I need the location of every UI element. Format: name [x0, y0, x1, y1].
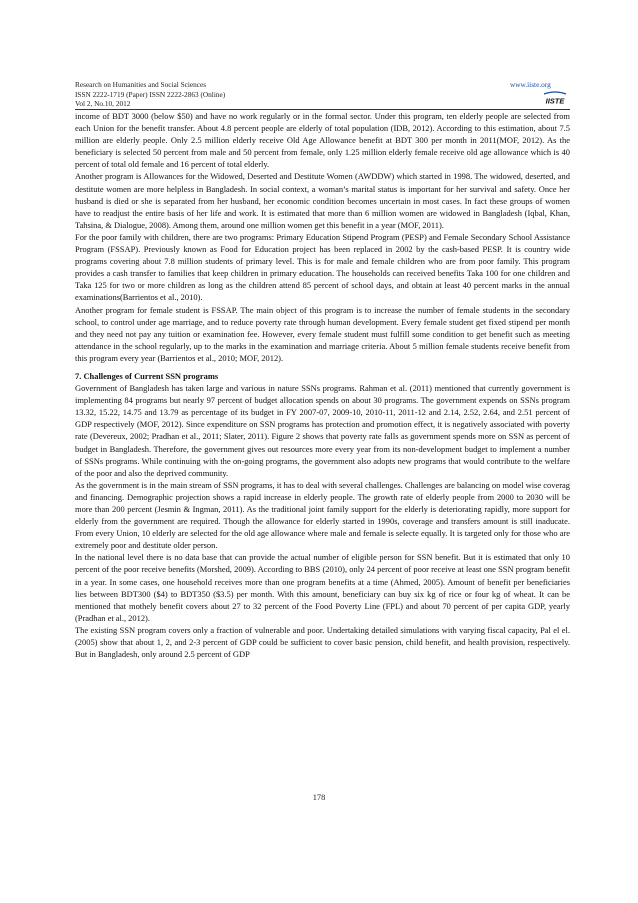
- journal-title: Research on Humanities and Social Sciences: [75, 80, 207, 89]
- journal-header: [75, 80, 570, 109]
- journal-issn: ISSN 2222-1719 (Paper) ISSN 2222-2863 (Online): [75, 89, 226, 99]
- body-paragraph: Another program is Allowances for the Widowed, Deserted and Destitute Women (AWDDW) which started in 1998. The widowed, deserted, and destitute women are more helpless in Bangladesh. In social context, a woman’s marital status is important for her survival and safety. Once her husband is died or she is separated from her husband, her economic condition becomes uncertain in most cases. In fact these groups of women have to readjust the entire basis of her life and work. It is estimated that more than 6 million women are widowed in Bangladesh (Iqbal, Khan, Tahsina, & Dialogue, 2008). Among them, around one million women get this benefit in a year (MOF, 2011).: [75, 171, 570, 230]
- journal-url[interactable]: www.iiste.org: [510, 80, 551, 89]
- section-heading: 7. Challenges of Current SSN programs: [75, 370, 219, 381]
- body-paragraph: income of BDT 3000 (below $50) and have no work regularly or in the formal sector. Under this program, ten elderly people are selected from each Union for the benefit transfer. About 4.8 percent people are elderly of total population (IDB, 2012). According to this estimation, about 7.5 million are elderly people. Only 2.5 million elderly receive Old Age Allowance benefit at BDT 300 per month in 2011(MOF, 2012). As the beneficiary is selected 50 percent from male and 50 percent from female, only 1.25 million elderly female receive old age allowance which is 40 percent of total old female and 16 percent of total elderly.: [75, 111, 570, 170]
- body-paragraph: The existing SSN program covers only a fraction of vulnerable and poor. Undertaking detailed simulations with varying fiscal capacity, Pal el el. (2005) show that about 1, 2, and 2-3 percent of GDP could be sufficient to cover basic pension, child benefit, and health provision, respectively. But in Bangladesh, only around 2.5 percent of GDP: [75, 624, 570, 660]
- body-paragraph: In the national level there is no data base that can provide the actual number of eligible person for SSN benefit. But it is estimated that only 10 percent of the poor receive benefits (Morshed, 2009). According to BBS (2010), only 24 percent of poor receive at least one SSN program benefit in a year. In some cases, one household receives more than one program benefits at a time (Ahmed, 2005). Amount of benefit per beneficiaries lies between BDT300 ($4) to BDT350 ($3.5) per month. With this amount, beneficiary can buy six kg of rice or four kg of wheat. It can be mentioned that mothely benefit covers about 27 to 32 percent of the Food Poverty Line (FPL) and about 70 percent of per capita GDP, yearly (Pradhan et al., 2012).: [75, 552, 570, 623]
- iiste-logo: [542, 90, 568, 106]
- body-paragraph: For the poor family with children, there are two programs: Primary Education Stipend Program (PESP) and Female Secondary School Assistance Program (FSSAP). Previously known as Food for Education project has been replaced in 2002 by the cash-based PESP. It is country wide programs covering about 7.8 million students of primary level. This is for male and female children who are from poor family. This program provides a cash transfer to families that keep children in primary education. The households can received benefits Taka 100 for one children and Taka 125 for two or more children as long as the children attend 85 percent of school days, and obtain at least 40 percent marks in the annual examinations(Barrientos et al., 2010).: [75, 231, 570, 303]
- svg-text:IISTE: IISTE: [545, 96, 565, 106]
- body-paragraph: As the government is in the main stream of SSN programs, it has to deal with several challenges. Challenges are balancing on model wise coverag and financing. Demographic projection shows a rapid increase in elderly people. The growth rate of elderly people from 2000 to 2030 will be more than 200 percent (Jesmin & Ingman, 2011). As the traditional joint family support for the elderly is deteriorating rapidly, more support for elderly from the government are required. Though the allowance for elderly started in 1990s, coverage and transfers amount is still inaducate. From every Union, 10 elderly are selected for the old age allowance where male and female is selecte equally. It is targeted only for those who are extremely poor and destitute older person.: [75, 479, 570, 551]
- page-number: 178: [312, 793, 326, 802]
- journal-volume: Vol 2, No.10, 2012: [75, 99, 131, 109]
- body-paragraph: Another program for female student is FSSAP. The main object of this program is to increase the number of female students in the secondary school, to control under age marriage, and to reduce poverty rate through human development. Every female student get fixed stipend per month and they need not pay any tuition or examination fee. However, every female student must fulfill some condition to get benefit such as meeting attendance in the school regularly, up to the marks in the examination and marriage criteria. About 5 million female students receive benefit from this program every year (Barrientos et al., 2010; MOF, 2012).: [75, 304, 570, 363]
- body-paragraph: Government of Bangladesh has taken large and various in nature SSNs programs. Rahman et al. (2011) mentioned that currently government is implementing 84 programs but nearly 97 percent of budget allocation spends on about 30 programs. The government expends on SSNs program 13.32, 15.22, 14.75 and 13.79 as percentage of its budget in FY 2007-07, 2009-10, 2010-11, 2011-12 and 2.14, 2.52, 2.64, and 2.51 percent of GDP respectively (MOF, 2012). Since expenditure on SSN programs has protection and promotion effect, it is negatively associated with poverty rate (Devereux, 2002; Pradhan et al., 2011; Slater, 2011). Figure 2 shows that poverty rate falls as government spends more on SSN as percent of budget in Bangladesh. Therefore, the government gives out resources more every year from its non-development budget to implement a number of SSNs programs. While continuing with the on-going programs, the government also adopts new programs that would contribute to the welfare of the poor and also the deprived community.: [75, 383, 570, 478]
- article-body: [75, 110, 570, 660]
